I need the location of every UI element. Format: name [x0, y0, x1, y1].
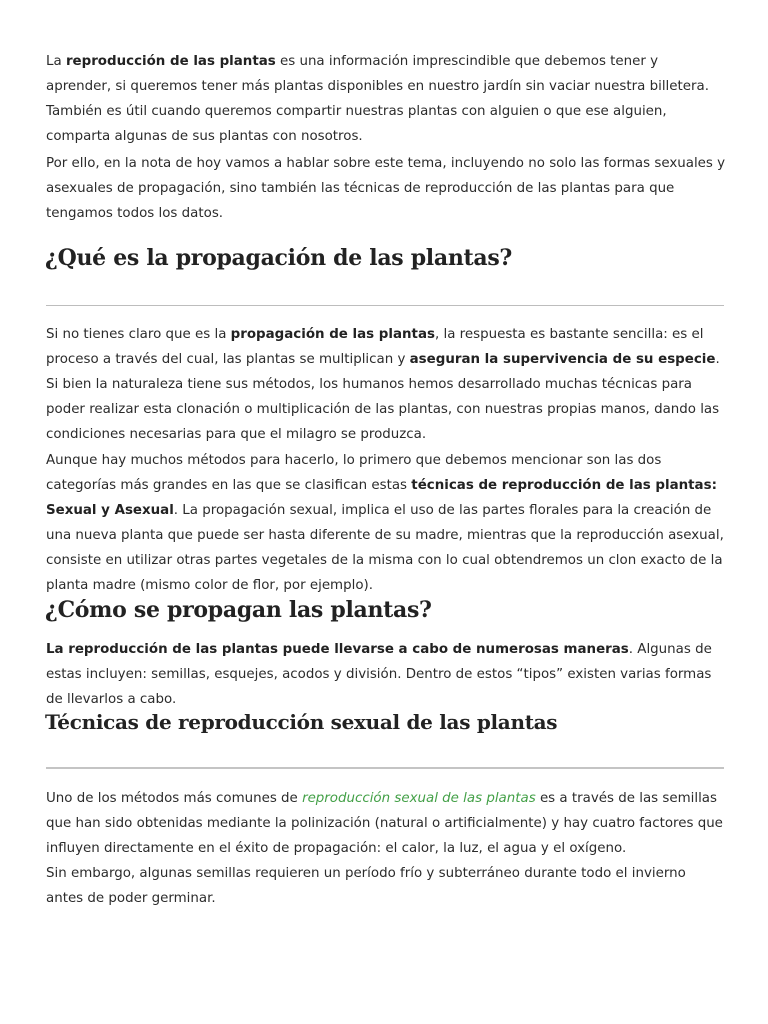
paragraph-text: Si no tienes claro que es la: [46, 327, 231, 342]
intro-text: La: [46, 54, 66, 69]
paragraph-text: es a través de las semillas que han sido obtenidas mediante la polinización (natural o artificialmente) y hay cuatro factores que influyen directamente en el éxito de propagación: el calor, la luz, el agua y el oxígeno.: [46, 791, 723, 856]
bold-term: propagación de las plantas: [230, 327, 435, 342]
section-heading-como: ¿Cómo se propagan las plantas?: [45, 597, 432, 623]
section-heading-tecnicas: Técnicas de reproducción sexual de las plantas: [45, 710, 558, 734]
intro-text: es una información imprescindible que debemos tener y aprender, si queremos tener más plantas disponibles en nuestro jardín sin vaciar nuestra billetera. También es útil cuando queremos compartir nuestras plantas con alguien o que ese alguien, comparta algunas de sus plantas con nosotros.: [46, 54, 709, 144]
bold-term: técnicas de reproducción de las plantas: Sexual y Asexual: [46, 478, 717, 518]
intro-bold-term: reproducción de las plantas: [65, 54, 276, 69]
intro-paragraph: [46, 49, 726, 149]
divider: [46, 305, 724, 306]
section1-paragraph-1: [46, 322, 726, 447]
paragraph-text: . La propagación sexual, implica el uso de las partes florales para la creación de una nueva planta que puede ser hasta diferente de su madre, mientras que la reproducción asexual, consiste en utilizar otras partes vegetales de la misma con lo cual obtendremos un clon exacto de la planta madre (mismo color de flor, por ejemplo).: [46, 503, 724, 593]
bold-term: aseguran la supervivencia de su especie: [409, 352, 716, 367]
paragraph-text: Aunque hay muchos métodos para hacerlo, lo primero que debemos mencionar son las dos categorías más grandes en las que se clasifican estas: [46, 453, 662, 493]
bold-term: La reproducción de las plantas puede llevarse a cabo de numerosas maneras: [46, 642, 629, 657]
intro-paragraph-2: Por ello, en la nota de hoy vamos a hablar sobre este tema, incluyendo no solo las formas sexuales y asexuales de propagación, sino también las técnicas de reproducción de las plantas para que tengamos todos los datos.: [46, 156, 726, 221]
section3-paragraph-1: [46, 786, 726, 861]
section-heading-propagacion: ¿Qué es la propagación de las plantas?: [45, 245, 513, 271]
section3-paragraph-2: Sin embargo, algunas semillas requieren un período frío y subterráneo durante todo el invierno antes de poder germinar.: [46, 866, 686, 906]
paragraph-text: . Algunas de estas incluyen: semillas, esquejes, acodos y división. Dentro de estos “tipos” existen varias formas de llevarlos a cabo.: [46, 642, 712, 707]
paragraph-text: , la respuesta es bastante sencilla: es el proceso a través del cual, las plantas se multiplican y: [46, 327, 704, 367]
section1-paragraph-2: [46, 448, 726, 598]
reproduccion-sexual-link[interactable]: reproducción sexual de las plantas: [302, 791, 536, 806]
paragraph-text: Uno de los métodos más comunes de: [46, 791, 303, 806]
section2-paragraph-1: [46, 637, 726, 712]
paragraph-text: . Si bien la naturaleza tiene sus métodos, los humanos hemos desarrollado muchas técnicas para poder realizar esta clonación o multiplicación de las plantas, con nuestras propias manos, dando las condiciones necesarias para que el milagro se produzca.: [46, 352, 720, 442]
divider: [46, 767, 724, 769]
